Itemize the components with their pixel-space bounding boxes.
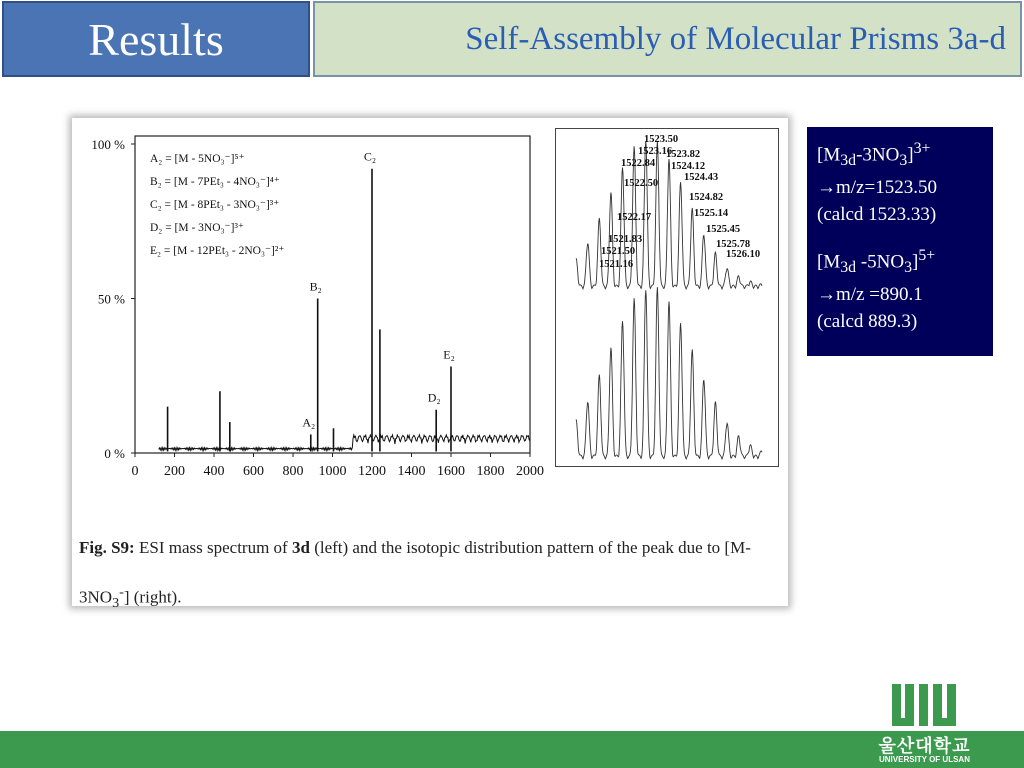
x-tick-label: 1000 — [318, 464, 347, 479]
caption-text-2: (left) and the isotopic distribution pattern of the peak due to [M-3NO — [79, 538, 751, 607]
x-tick-label: 0 — [131, 464, 139, 479]
x-tick-label: 1200 — [358, 464, 386, 479]
mz-info-box — [807, 127, 993, 356]
university-logo — [862, 684, 987, 768]
info-calcd-1: (calcd 1523.33) — [817, 204, 937, 226]
legend-entry: C₂ = [M - 8PEt₃ - 3NO₃⁻]³⁺ — [150, 199, 280, 211]
y-tick-label: 100 % — [91, 137, 125, 152]
x-tick-label: 200 — [164, 464, 185, 479]
section-title: Results — [88, 13, 224, 65]
peak-label: A₂ — [302, 415, 316, 430]
x-tick-label: 600 — [243, 464, 264, 479]
x-tick-label: 1800 — [476, 464, 505, 479]
x-tick-label: 800 — [282, 464, 304, 479]
isotope-peak-label: 1525.45 — [706, 224, 741, 235]
caption-sub: 3 — [112, 595, 120, 612]
legend-entry: D₂ = [M - 3NO₃⁻]³⁺ — [150, 222, 244, 234]
y-tick-label: 0 % — [104, 446, 125, 461]
isotope-peak-label: 1522.50 — [624, 178, 659, 189]
peak-label: E₂ — [443, 347, 455, 362]
x-tick-label: 400 — [203, 464, 225, 479]
isotope-peak-label: 1521.83 — [608, 234, 643, 245]
isotope-pattern-panel — [555, 128, 779, 467]
y-tick-label: 50 % — [97, 291, 125, 307]
isotope-peak-label: 1521.16 — [599, 259, 634, 270]
legend-entry: B₂ = [M - 7PEt₃ - 4NO₃⁻]⁴⁺ — [150, 176, 280, 188]
peak-label: C₂ — [363, 149, 377, 164]
section-header-box — [2, 1, 310, 77]
x-tick-label: 1400 — [397, 464, 426, 479]
figure-caption — [79, 526, 779, 625]
isotope-peak-label: 1523.16 — [638, 146, 673, 157]
logo-emblem-icon — [892, 684, 958, 726]
isotope-peak-label: 1523.82 — [666, 149, 701, 160]
isotope-calculated-trace — [576, 287, 762, 459]
peak-label: D₂ — [427, 390, 441, 405]
figure-image — [72, 118, 788, 612]
isotope-peak-label: 1524.12 — [671, 161, 706, 172]
isotope-peak-label: 1522.17 — [617, 212, 652, 223]
isotope-peak-label: 1526.10 — [726, 249, 761, 260]
isotope-peak-label: 1525.14 — [694, 208, 729, 219]
isotope-peak-label: 1523.50 — [644, 134, 679, 145]
legend-entry: A₂ = [M - 5NO₃⁻]⁵⁺ — [150, 153, 245, 165]
info-formula-1: $[M_{3d}-3NO_3]^{3+}$ — [817, 140, 931, 170]
x-tick-label: 1600 — [437, 464, 465, 479]
info-formula-2: [$M_{3d}$ $-5NO_3]^{5+}$ — [817, 247, 936, 277]
slide-title-box — [313, 1, 1022, 77]
isotope-pattern-chart — [556, 129, 778, 466]
x-tick-label: 2000 — [516, 464, 544, 479]
mass-spectrum-chart — [72, 118, 552, 498]
caption-label: Fig. S9: — [79, 538, 135, 557]
isotope-peak-label: 1524.43 — [684, 172, 719, 183]
spectrum-baseline — [159, 435, 530, 451]
caption-sup: - — [119, 584, 124, 600]
caption-text-3: ] (right). — [123, 587, 182, 607]
peak-label: B₂ — [309, 279, 322, 294]
isotope-peak-label: 1521.50 — [601, 246, 636, 257]
slide-title: Self-Assembly of Molecular Prisms 3a-d — [465, 21, 1006, 57]
isotope-peak-label: 1524.82 — [689, 192, 724, 203]
legend-entry: E₂ = [M - 12PEt₃ - 2NO₃⁻]²⁺ — [150, 245, 285, 257]
caption-text-1: ESI mass spectrum of — [134, 538, 292, 557]
info-calcd-2: (calcd 889.3) — [817, 311, 918, 333]
logo-korean-text: 울산대학교 — [878, 736, 971, 757]
logo-english-text: UNIVERSITY OF ULSAN — [879, 755, 970, 764]
info-mz-1: →m/z=1523.50 — [817, 177, 937, 199]
isotope-peak-label: 1522.84 — [621, 158, 656, 169]
caption-compound: 3d — [291, 538, 310, 557]
isotope-peak-label: 1525.78 — [716, 239, 751, 250]
info-mz-2: →m/z =890.1 — [817, 284, 923, 306]
